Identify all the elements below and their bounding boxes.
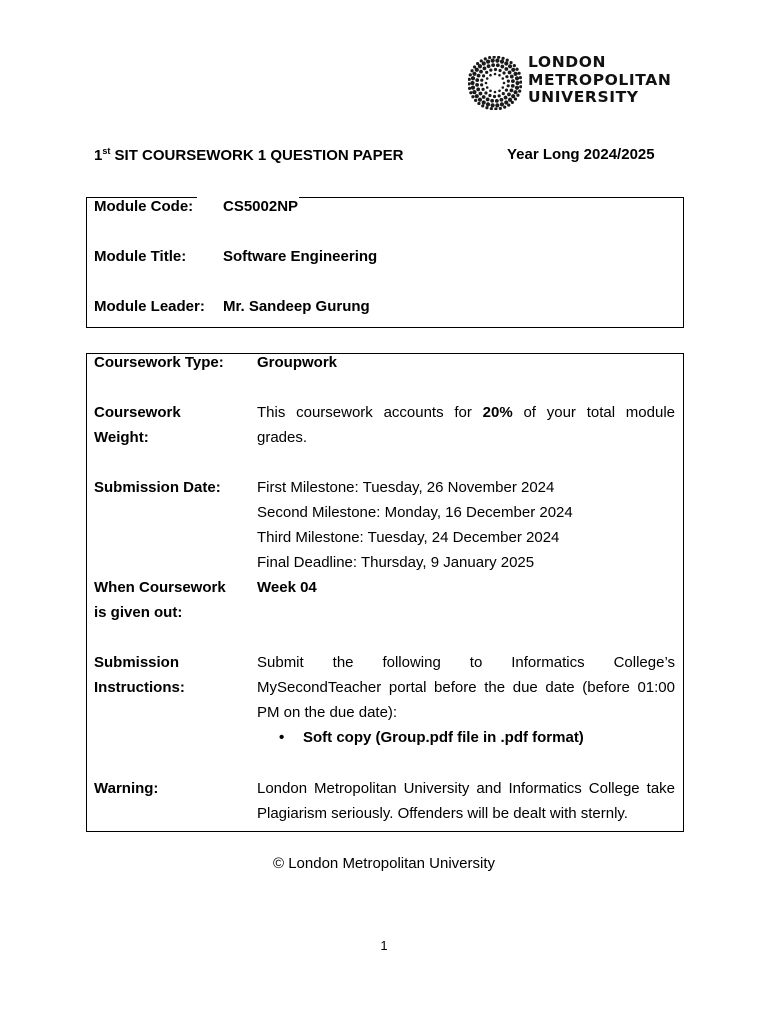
- warning-value: [257, 776, 675, 826]
- coursework-type-label: Coursework Type:: [94, 354, 224, 371]
- final-deadline: Final Deadline: Thursday, 9 January 2025: [257, 554, 535, 571]
- weight-prefix: This coursework accounts for: [257, 404, 472, 421]
- university-logo: [468, 54, 688, 110]
- milestone-1: First Milestone: Tuesday, 26 November 2024: [257, 479, 555, 496]
- submission-instructions-value: [257, 650, 675, 750]
- sit-number: 1: [94, 147, 103, 164]
- weight-suffix: of your total module: [523, 404, 676, 421]
- given-out-value: Week 04: [257, 579, 317, 596]
- logo-wordmark: [528, 54, 671, 107]
- given-label-line-2: is given out:: [94, 604, 183, 621]
- submission-dates: [257, 475, 675, 575]
- logo-line-1: LONDON: [528, 53, 607, 71]
- module-title-value: Software Engineering: [223, 248, 378, 265]
- copyright-notice: © London Metropolitan University: [273, 855, 495, 872]
- submission-date-label: Submission Date:: [94, 479, 221, 496]
- weight-label-line-2: Weight:: [94, 429, 149, 446]
- module-code-label: Module Code:: [94, 198, 194, 215]
- submission-instructions-label: [94, 650, 244, 700]
- academic-year: Year Long 2024/2025: [507, 146, 655, 163]
- warning-label: Warning:: [94, 780, 159, 797]
- module-info-box: [86, 197, 684, 328]
- instructions-line-2: MySecondTeacher portal before the due date (before 01:00: [257, 679, 675, 696]
- bullet-text: Soft copy (Group.pdf file in .pdf format): [303, 729, 584, 746]
- logo-line-2: METROPOLITAN: [528, 70, 672, 89]
- module-title-row: [94, 248, 377, 265]
- paper-title: [94, 146, 403, 164]
- dotted-sunburst-icon: [468, 56, 522, 110]
- module-code-value: CS5002NP: [223, 198, 299, 215]
- milestone-2: Second Milestone: Monday, 16 December 2024: [257, 504, 573, 521]
- weight-label-line-1: Coursework: [94, 404, 181, 421]
- instructions-label-line-2: Instructions:: [94, 679, 185, 696]
- module-leader-row: [94, 298, 370, 315]
- coursework-weight-value: [257, 400, 675, 450]
- sit-text: SIT COURSEWORK 1 QUESTION PAPER: [110, 147, 404, 164]
- warning-line-1: London Metropolitan University and Informatics College take: [257, 780, 675, 797]
- coursework-type-value: Groupwork: [257, 354, 338, 371]
- milestone-3: Third Milestone: Tuesday, 24 December 2024: [257, 529, 560, 546]
- instructions-line-1: Submit the following to Informatics College’s: [257, 654, 675, 671]
- bullet-dot-icon: •: [279, 729, 285, 746]
- instructions-line-3: PM on the due date):: [257, 704, 398, 721]
- instructions-label-line-1: Submission: [94, 654, 180, 671]
- warning-line-2: Plagiarism seriously. Offenders will be dealt with sternly.: [257, 805, 628, 822]
- logo-line-3: UNIVERSITY: [528, 88, 639, 106]
- submission-bullet-item: [257, 725, 675, 750]
- given-out-label: [94, 575, 244, 625]
- module-leader-label: Module Leader:: [94, 298, 205, 315]
- given-label-line-1: When Coursework: [94, 579, 226, 596]
- weight-line-2: grades.: [257, 429, 308, 446]
- weight-line-1: [257, 400, 675, 425]
- module-leader-value: Mr. Sandeep Gurung: [223, 298, 370, 315]
- module-code-row: [94, 198, 298, 215]
- coursework-info-box: [86, 353, 684, 832]
- page-number: 1: [380, 938, 388, 953]
- module-title-label: Module Title:: [94, 248, 187, 265]
- coursework-weight-label: [94, 400, 244, 450]
- weight-percent: 20%: [482, 404, 513, 421]
- sit-superscript: st: [102, 146, 111, 156]
